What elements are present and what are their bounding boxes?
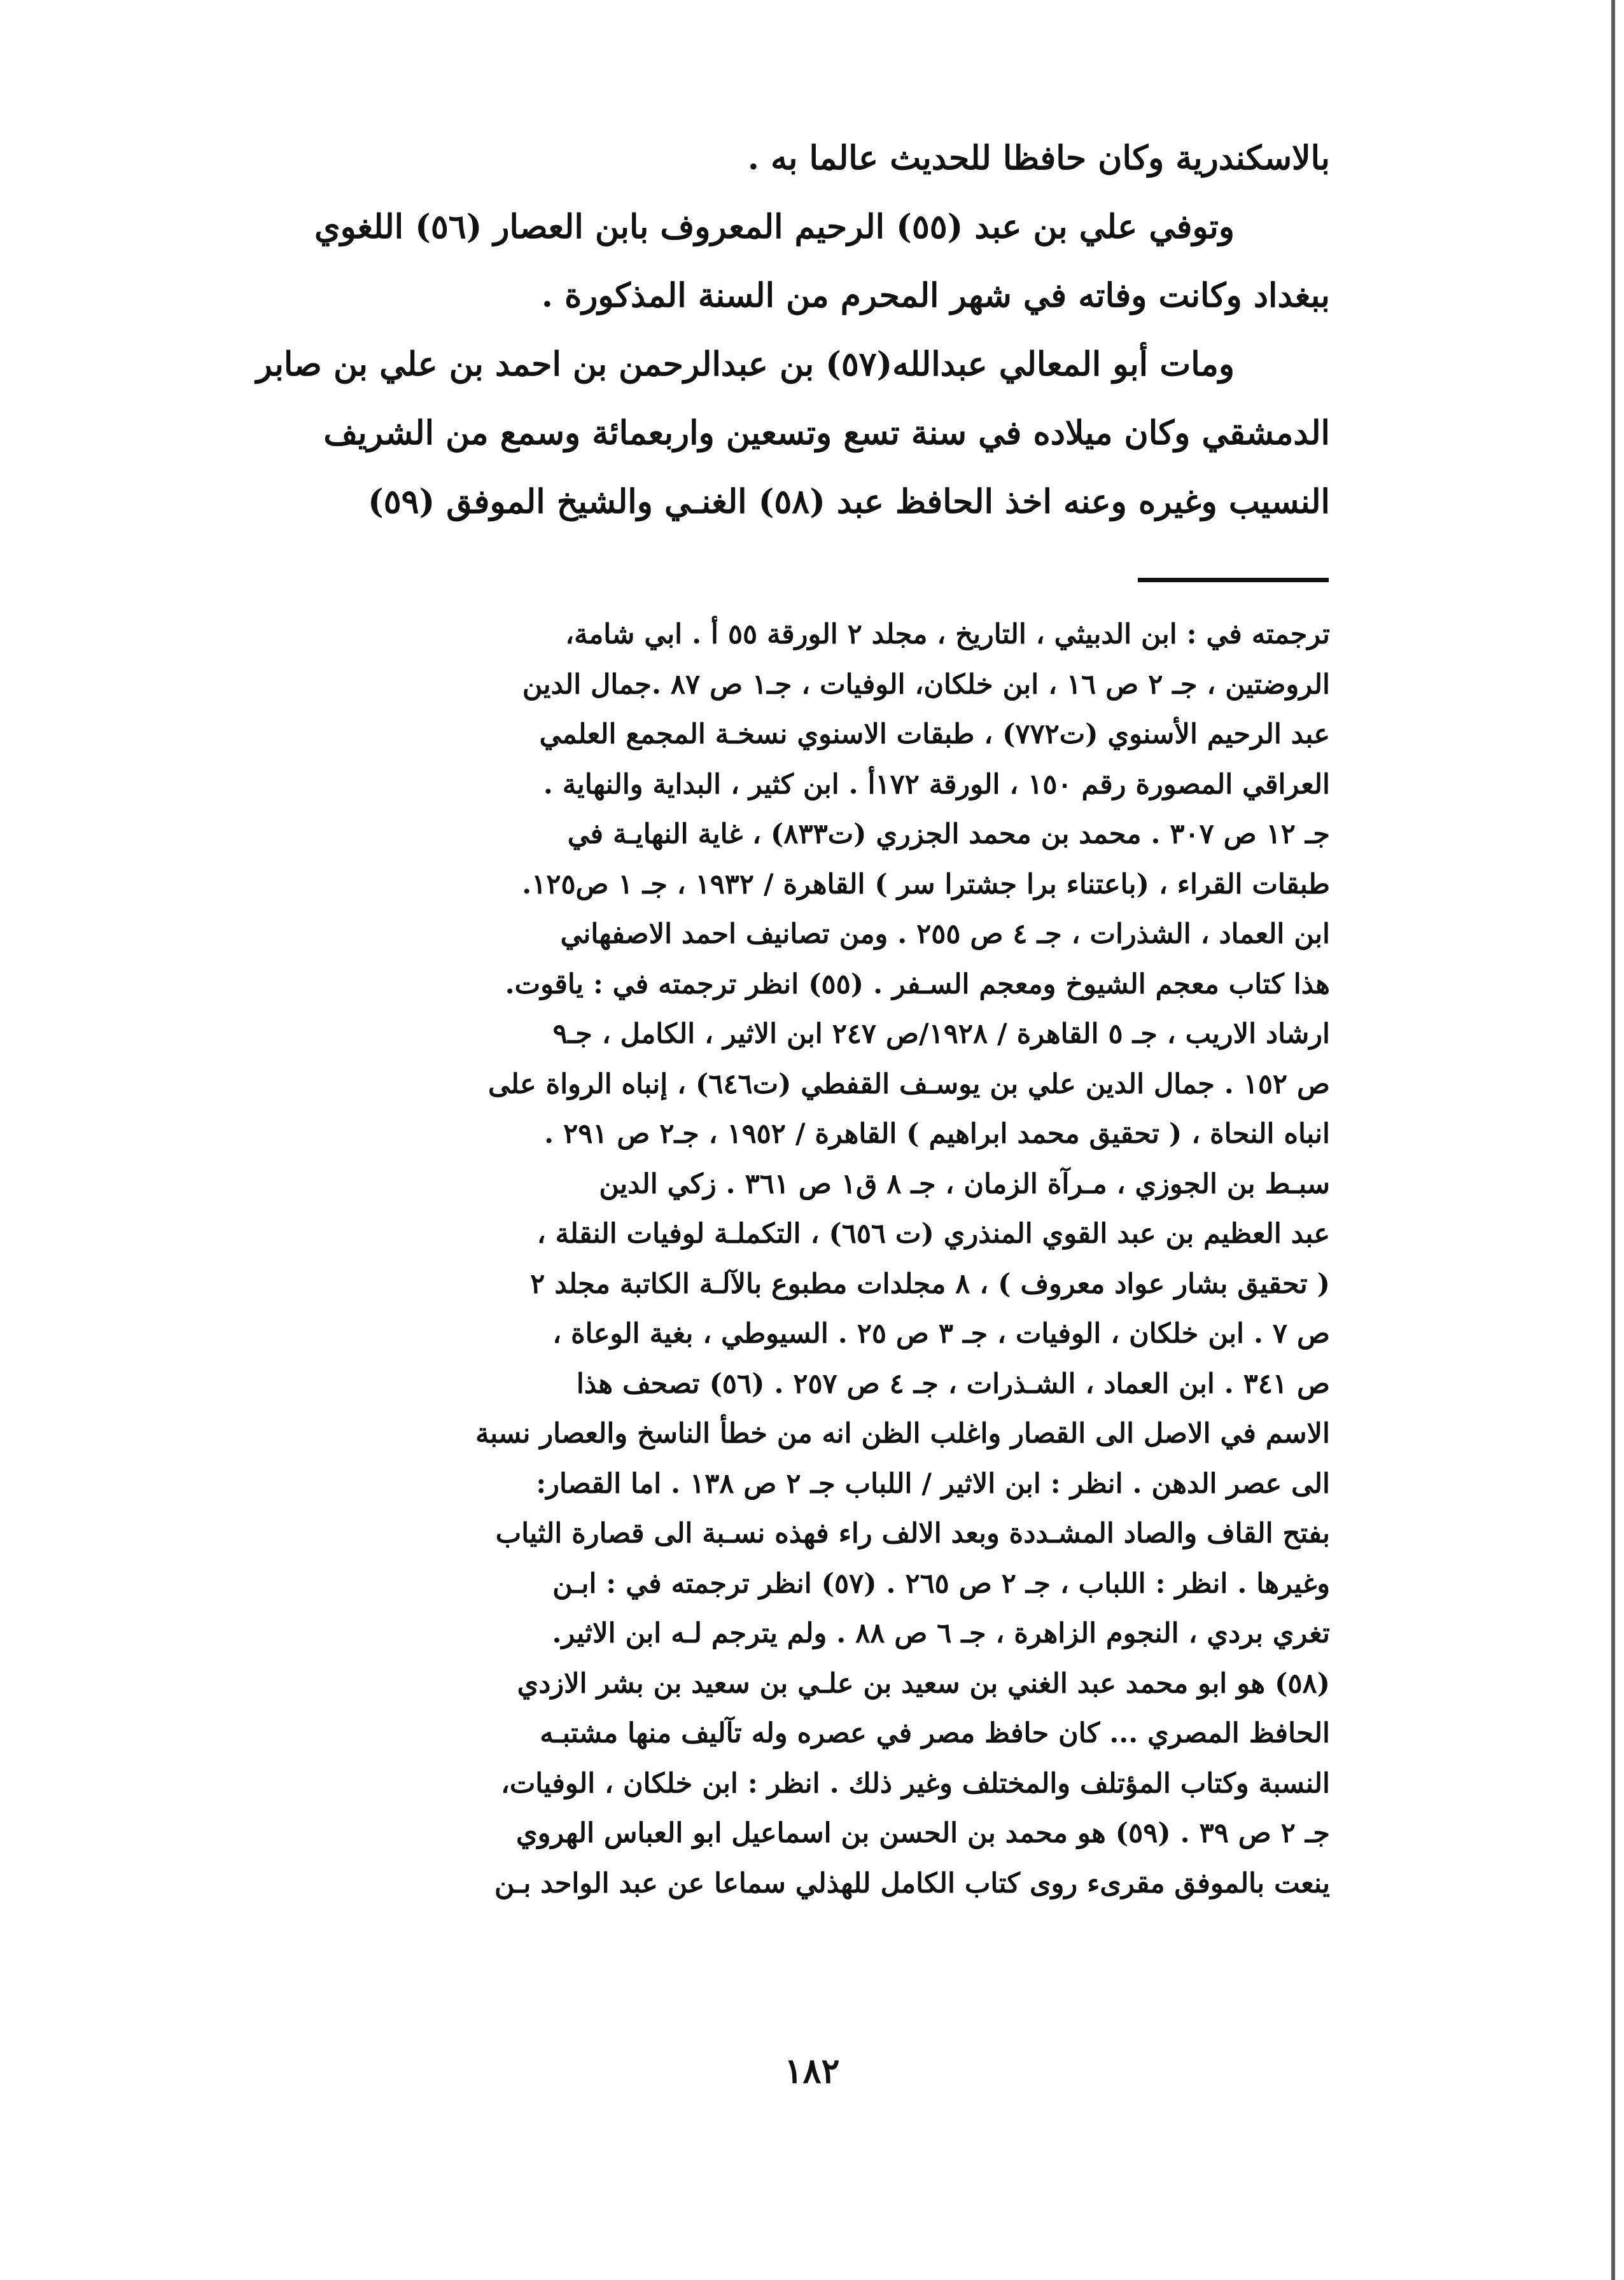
- footnote-line: ترجمته في : ابن الدبيثي ، التاريخ ، مجلد ٢ الورقة ٥٥ أ . ابي شامة،: [565, 619, 1330, 650]
- footnote-line: ص ١٥٢ . جمال الدين علي بن يوسـف القفطي (ت٦٤٦) ، إنباه الرواة على: [487, 1068, 1330, 1100]
- footnote-line: عبد الرحيم الأسنوي (ت٧٧٢) ، طبقات الاسنوي نسخـة المجمع العلمي: [539, 718, 1330, 750]
- footnote-line: النسبة وكتاب المؤتلف والمختلف وغير ذلك . انظر : ابن خلكان ، الوفيات،: [500, 1767, 1330, 1800]
- footnote-separator-rule: [1138, 578, 1329, 582]
- footnote-line: ( تحقيق بشار عواد معروف ) ، ٨ مجلدات مطبوع بالآلـة الكاتبة مجلد ٢: [530, 1268, 1330, 1300]
- main-text-line: الدمشقي وكان ميلاده في سنة تسع وتسعين واربعمائة وسمع من الشريف: [323, 414, 1330, 452]
- footnote-line: الاسم في الاصل الى القصار واغلب الظن انه من خطأ الناسخ والعصار نسبة: [475, 1418, 1330, 1450]
- page-edge-border: [1611, 0, 1615, 2280]
- footnote-line: سبـط بن الجوزي ، مـرآة الزمان ، جـ ٨ ق١ ص ٣٦١ . زكي الدين: [599, 1168, 1330, 1200]
- footnote-line: عبد العظيم بن عبد القوي المنذري (ت ٦٥٦) ، التكملـة لوفيات النقلة ،: [536, 1218, 1330, 1250]
- footnote-line: هذا كتاب معجم الشيوخ ومعجم السـفر . (٥٥) انظر ترجمته في : ياقوت.: [505, 968, 1330, 1000]
- footnote-line: العراقي المصورة رقم ١٥٠ ، الورقة ١٧٢أ . ابن كثير ، البداية والنهاية .: [543, 768, 1330, 801]
- page-number: ١٨٢: [784, 2050, 840, 2091]
- main-text-line: ببغداد وكانت وفاته في شهر المحرم من السنة المذكورة .: [541, 276, 1330, 315]
- footnote-line: ينعت بالموفق مقرىء روى كتاب الكامل للهذلي سماعا عن عبد الواحد بـن: [494, 1867, 1330, 1899]
- footnote-line: ارشاد الاريب ، جـ ٥ القاهرة / ١٩٢٨/ص ٢٤٧ ابن الاثير ، الكامل ، جـ٩: [552, 1018, 1330, 1050]
- footnote-line: الحافظ المصري ... كان حافظ مصر في عصره وله تآليف منها مشتبـه: [540, 1717, 1330, 1749]
- footnote-line: تغري بردي ، النجوم الزاهرة ، جـ ٦ ص ٨٨ . ولم يترجم لـه ابن الاثير.: [552, 1618, 1330, 1649]
- footnote-line: الروضتين ، جـ ٢ ص ١٦ ، ابن خلكان، الوفيات ، جـ١ ص ٨٧ .جمال الدين: [522, 668, 1330, 701]
- footnote-line: جـ ١٢ ص ٣٠٧ . محمد بن محمد الجزري (ت٨٣٣) ، غاية النهايـة في: [567, 818, 1330, 850]
- footnote-line: (٥٨) هو ابو محمد عبد الغني بن سعيد بن علـي بن سعيد بن بشر الازدي: [517, 1667, 1330, 1700]
- footnote-line: بفتح القاف والصاد المشـددة وبعد الالف راء فهذه نسـبة الى قصارة الثياب: [495, 1518, 1330, 1549]
- main-text-line: بالاسكندرية وكان حافظا للحديث عالما به .: [747, 139, 1330, 178]
- main-text-line: ومات أبو المعالي عبدالله(٥٧) بن عبدالرحمن بن احمد بن علي بن صابر: [256, 345, 1235, 384]
- footnote-line: الى عصر الدهن . انظر : ابن الاثير / اللباب جـ ٢ ص ١٣٨ . اما القصار:: [536, 1467, 1330, 1500]
- main-text-line: وتوفي علي بن عبد (٥٥) الرحيم المعروف بابن العصار (٥٦) اللغوي: [314, 207, 1235, 246]
- footnote-line: ص ٣٤١ . ابن العماد ، الشـذرات ، جـ ٤ ص ٢٥٧ . (٥٦) تصحف هذا: [576, 1367, 1330, 1400]
- footnote-line: جـ ٢ ص ٣٩ . (٥٩) هو محمد بن الحسن بن اسماعيل ابو العباس الهروي: [516, 1817, 1330, 1849]
- footnote-line: طبقات القراء ، (باعتناء برا جشترا سر ) القاهرة / ١٩٣٢ ، جـ ١ ص١٢٥.: [522, 868, 1330, 900]
- main-text-block: [185, 124, 1330, 536]
- footnote-line: انباه النحاة ، ( تحقيق محمد ابراهيم ) القاهرة / ١٩٥٢ ، جـ٢ ص ٢٩١ .: [544, 1118, 1330, 1150]
- footnote-line: ابن العماد ، الشذرات ، جـ ٤ ص ٢٥٥ . ومن تصانيف احمد الاصفهاني: [560, 918, 1330, 950]
- main-text-line: النسيب وغيره وعنه اخذ الحافظ عبد (٥٨) الغنـي والشيخ الموفق (٥٩): [368, 482, 1330, 521]
- footnotes-block: [185, 610, 1330, 1908]
- footnote-line: وغيرها . انظر : اللباب ، جـ ٢ ص ٢٦٥ . (٥٧) انظر ترجمته في : ابـن: [552, 1567, 1330, 1600]
- footnote-line: ص ٧ . ابن خلكان ، الوفيات ، جـ ٣ ص ٢٥ . السيوطي ، بغية الوعاة ،: [552, 1318, 1330, 1350]
